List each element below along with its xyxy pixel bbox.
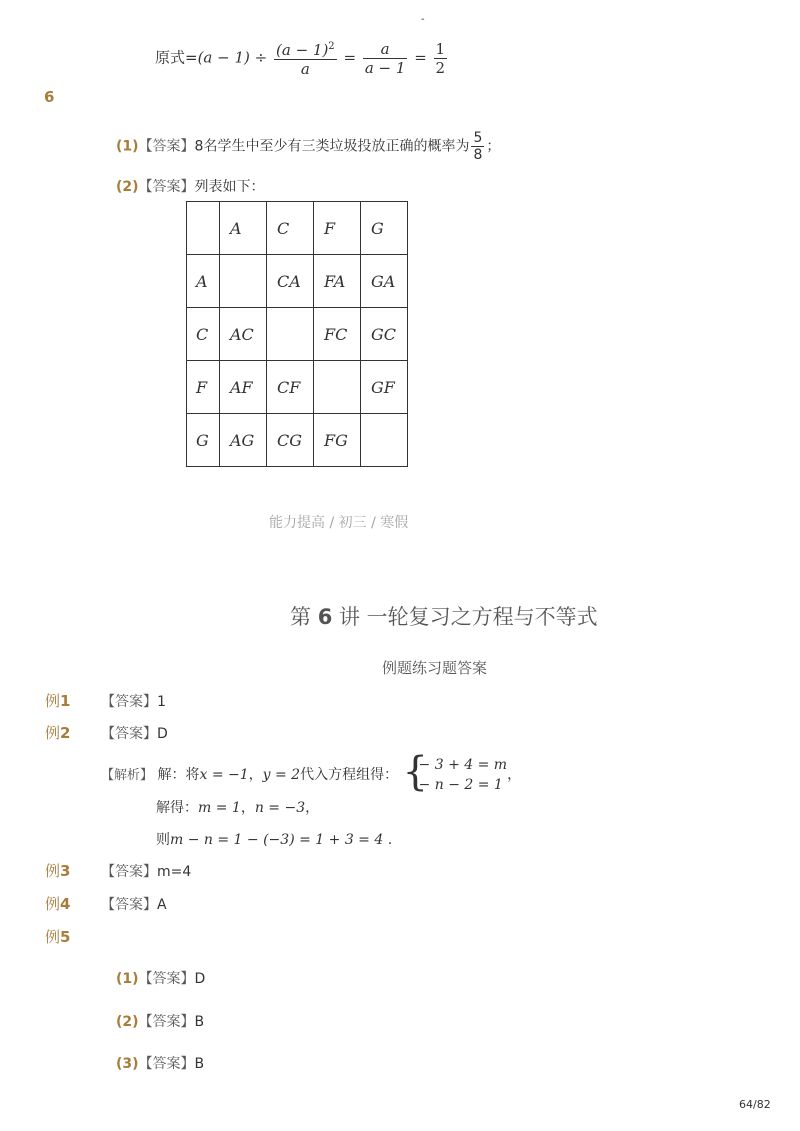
ex-label-a: 例 [45,928,61,946]
answer-tag: 【答案】 [101,864,157,880]
table-row [187,255,408,308]
table-cell: CG [267,414,314,467]
ex-label-b: 2 [60,724,71,742]
title-pre: 第 [290,605,311,629]
table-cell: A [187,255,220,308]
analysis-text: ， [248,767,263,783]
ex5-part [116,1011,204,1031]
ex5-part [116,1053,204,1073]
part-number: (2) [116,1014,139,1030]
ex-label-a: 例 [45,724,61,742]
table-cell: G [187,414,220,467]
example-label [45,860,70,881]
analysis-text: 解得： [156,800,198,816]
question-number: 6 [44,88,55,106]
analysis-math: m = 1 [198,800,241,816]
frac2-den: a − 1 [364,58,406,77]
analysis-math: m − n = 1 − (−3) = 1 + 3 = 4 [170,832,384,848]
frac3-den: 2 [435,58,446,77]
ex-label-a: 例 [45,895,61,913]
table-cell [267,308,314,361]
ex5-part [116,968,205,988]
table-cell: F [314,202,361,255]
analysis-text: . [387,832,393,848]
ex-label-b: 5 [60,928,71,946]
analysis-text: ， [305,800,320,816]
answer-text: 8名学生中至少有三类垃圾投放正确的概率为 [194,138,470,155]
answer-tag: 【答案】 [101,726,157,742]
table-cell: AG [220,414,267,467]
analysis-math: x = −1 [199,767,249,783]
breadcrumb-note: 能力提高 / 初三 / 寒假 [269,515,409,531]
formula-line [155,38,449,78]
title-num: 6 [317,605,333,629]
table-cell [220,255,267,308]
analysis-math: n = −3 [254,800,306,816]
frac1-sup: 2 [328,41,335,52]
table-cell: FC [314,308,361,361]
table-cell: CF [267,361,314,414]
analysis-text: 则 [156,832,170,848]
analysis-text: 代入方程组得： [300,767,399,783]
example-answer [101,894,167,914]
example-answer [101,861,191,881]
table-cell: F [187,361,220,414]
formula-eq1: = [343,48,357,67]
ex-label-a: 例 [45,692,61,710]
brace-icon: { [402,749,428,795]
equation: − n − 2 = 1 [418,777,503,793]
analysis-line-2 [156,797,319,817]
answer-value: D [194,971,206,987]
table-cell [187,202,220,255]
answer-tag: 【答案】 [138,1014,195,1030]
table-cell: C [187,308,220,361]
example-label [45,893,70,914]
ex-label-b: 4 [60,895,71,913]
table-cell: FA [314,255,361,308]
section-title [290,601,598,631]
ex-label-b: 1 [60,692,71,710]
table-cell: A [220,202,267,255]
formula-frac3 [434,40,448,77]
equation-system [402,749,508,795]
table-cell: GF [361,361,408,414]
formula-frac1 [274,38,337,78]
formula-eq2: = [414,48,427,67]
answer-tag: 【答案】 [138,1056,195,1072]
table-cell: GA [361,255,408,308]
table-cell [314,361,361,414]
analysis-text: 解：将 [157,767,200,783]
table-row [187,361,408,414]
table-cell: AC [220,308,267,361]
part-number: (2) [116,179,139,195]
answer-tag: 【答案】 [138,971,195,987]
answer-end: ； [486,138,501,155]
answer-tag: 【答案】 [138,179,195,195]
ex-label-a: 例 [45,862,61,880]
analysis-text: ， [507,767,522,783]
example-label [45,690,70,711]
analysis-text: ， [240,800,255,816]
table-cell: GC [361,308,408,361]
top-mark: - [421,14,425,25]
example-label [45,722,70,743]
analysis-line-1 [101,749,522,795]
formula-part1: (a − 1) ÷ [197,48,268,67]
answer-value: B [194,1014,205,1030]
page-number: 64/82 [739,1098,771,1111]
table-row [187,414,408,467]
title-post: 讲 一轮复习之方程与不等式 [339,605,598,629]
answer-value: m=4 [157,864,192,880]
frac-num: 5 [473,130,483,146]
probability-fraction [471,130,484,163]
answer-tag: 【答案】 [138,138,195,155]
answer-tag: 【答案】 [101,897,157,913]
part-number: (1) [116,971,139,987]
q6-part2 [116,176,265,196]
example-answer [101,691,166,711]
analysis-tag: 【解析】 [101,768,154,783]
table-cell: C [267,202,314,255]
frac-den: 8 [473,147,483,163]
table-cell: AF [220,361,267,414]
answer-value: 1 [157,694,166,710]
part-number: (1) [116,138,139,155]
answer-value: B [194,1056,205,1072]
analysis-line-3 [156,829,392,849]
frac1-num: (a − 1) [276,41,329,59]
section-subtitle: 例题练习题答案 [382,659,488,677]
answer-tag: 【答案】 [101,694,157,710]
table-cell: G [361,202,408,255]
answer-text: 列表如下： [194,179,265,195]
example-answer [101,723,168,743]
frac1-den: a [300,60,310,78]
frac2-num: a [363,40,408,59]
table-row [187,308,408,361]
answer-value: D [157,726,168,742]
part-number: (3) [116,1056,139,1072]
answer-value: A [157,897,167,913]
frac3-num: 1 [435,39,446,58]
equation: − 3 + 4 = m [418,757,508,773]
analysis-math: y = 2 [262,767,301,783]
formula-prefix: 原式= [155,48,198,67]
table-cell [361,414,408,467]
ex-label-b: 3 [60,862,71,880]
table-cell: FG [314,414,361,467]
table-row [187,202,408,255]
outcome-table [186,201,408,467]
q6-part1 [116,130,500,163]
table-cell: CA [267,255,314,308]
example-label [45,926,70,947]
formula-frac2 [363,40,408,77]
